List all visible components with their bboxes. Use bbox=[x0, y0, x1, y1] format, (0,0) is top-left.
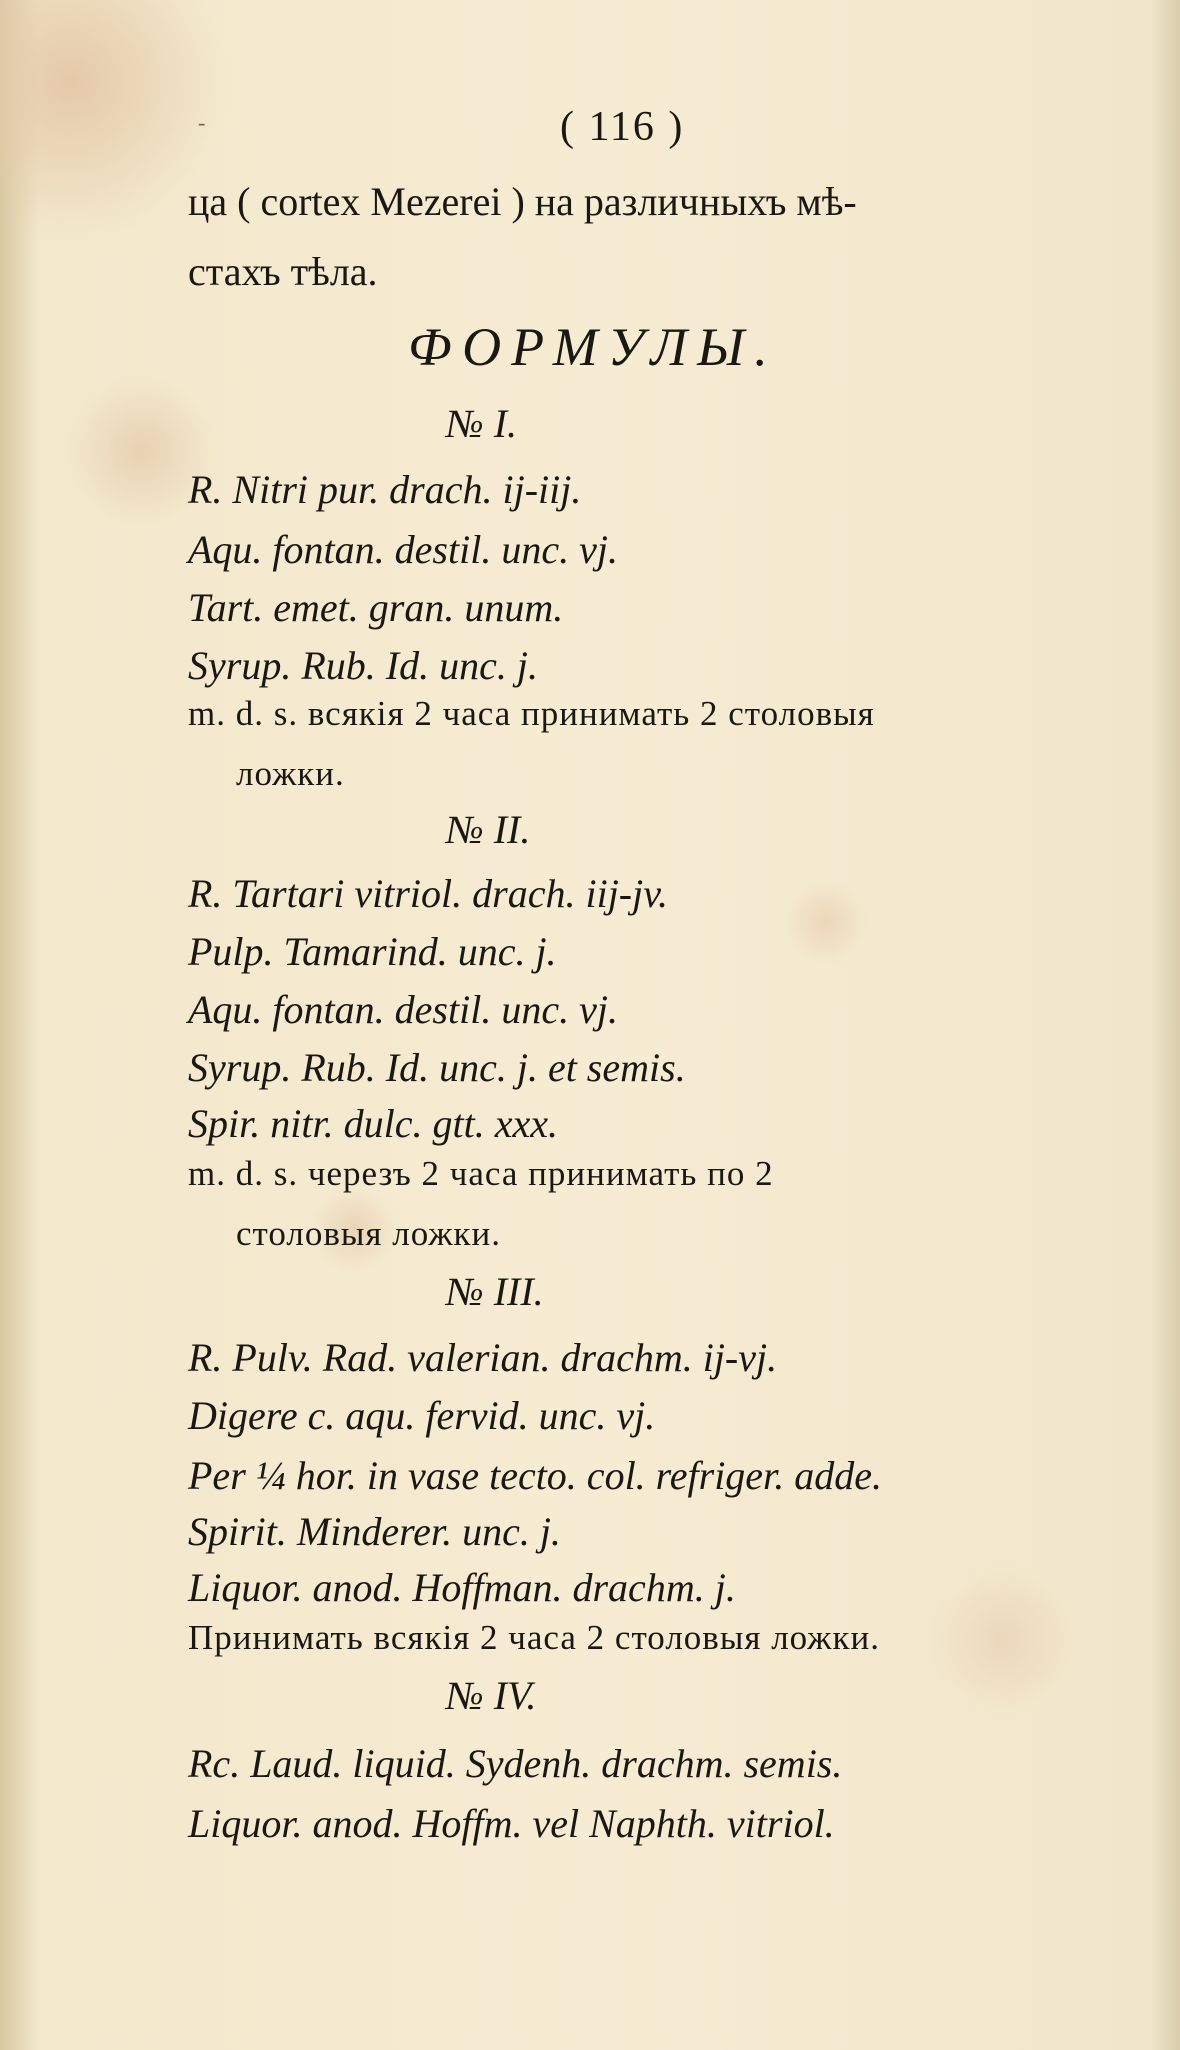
formula-1-line-1: R. Nitri pur. drach. ij-iij. bbox=[188, 467, 582, 512]
formula-1-line-5: m. d. s. всякія 2 часа принимать 2 столовыя bbox=[188, 694, 875, 733]
header-mark: - bbox=[198, 110, 206, 135]
formula-2-line-5: Spir. nitr. dulc. gtt. xxx. bbox=[188, 1101, 558, 1146]
intro-line-1: ца ( cortex Mezerei ) на различныхъ мѣ- bbox=[188, 179, 857, 224]
section-heading: ФОРМУЛЫ. bbox=[408, 317, 778, 377]
formula-2-line-1: R. Tartari vitriol. drach. iij-jv. bbox=[188, 871, 669, 916]
formula-2-line-4: Syrup. Rub. Id. unc. j. et semis. bbox=[188, 1045, 686, 1090]
formula-1-number: № I. bbox=[446, 401, 518, 446]
intro-line-2: стахъ тѣла. bbox=[188, 249, 378, 294]
formula-4-line-1: Rc. Laud. liquid. Sydenh. drachm. semis. bbox=[188, 1741, 843, 1786]
formula-3-line-5: Liquor. anod. Hoffman. drachm. j. bbox=[188, 1565, 736, 1610]
formula-3-line-3: Per ¼ hor. in vase tecto. col. refriger. adde. bbox=[188, 1453, 882, 1498]
formula-2-line-6: m. d. s. черезъ 2 часа принимать по 2 bbox=[188, 1154, 774, 1193]
formula-2-line-7: столовыя ложки. bbox=[236, 1214, 502, 1253]
formula-2-line-3: Aqu. fontan. destil. unc. vj. bbox=[188, 987, 618, 1032]
formula-2-line-2: Pulp. Tamarind. unc. j. bbox=[188, 929, 557, 974]
formula-3-line-2: Digere c. aqu. fervid. unc. vj. bbox=[188, 1393, 656, 1438]
formula-2-number: № II. bbox=[446, 807, 531, 852]
formula-4-line-2: Liquor. anod. Hoffm. vel Naphth. vitriol. bbox=[188, 1801, 835, 1846]
formula-3-line-6: Принимать всякія 2 часа 2 столовыя ложки. bbox=[188, 1618, 880, 1657]
formula-1-line-2: Aqu. fontan. destil. unc. vj. bbox=[188, 527, 618, 572]
page-number: ( 116 ) bbox=[560, 104, 685, 150]
formula-3-line-1: R. Pulv. Rad. valerian. drachm. ij-vj. bbox=[188, 1335, 778, 1380]
formula-1-line-6: ложки. bbox=[236, 754, 345, 793]
formula-1-line-4: Syrup. Rub. Id. unc. j. bbox=[188, 643, 538, 688]
formula-4-number: № IV. bbox=[446, 1673, 537, 1718]
formula-1-line-3: Tart. emet. gran. unum. bbox=[188, 585, 564, 630]
formula-3-number: № III. bbox=[446, 1269, 544, 1314]
formula-3-line-4: Spirit. Minderer. unc. j. bbox=[188, 1509, 561, 1554]
